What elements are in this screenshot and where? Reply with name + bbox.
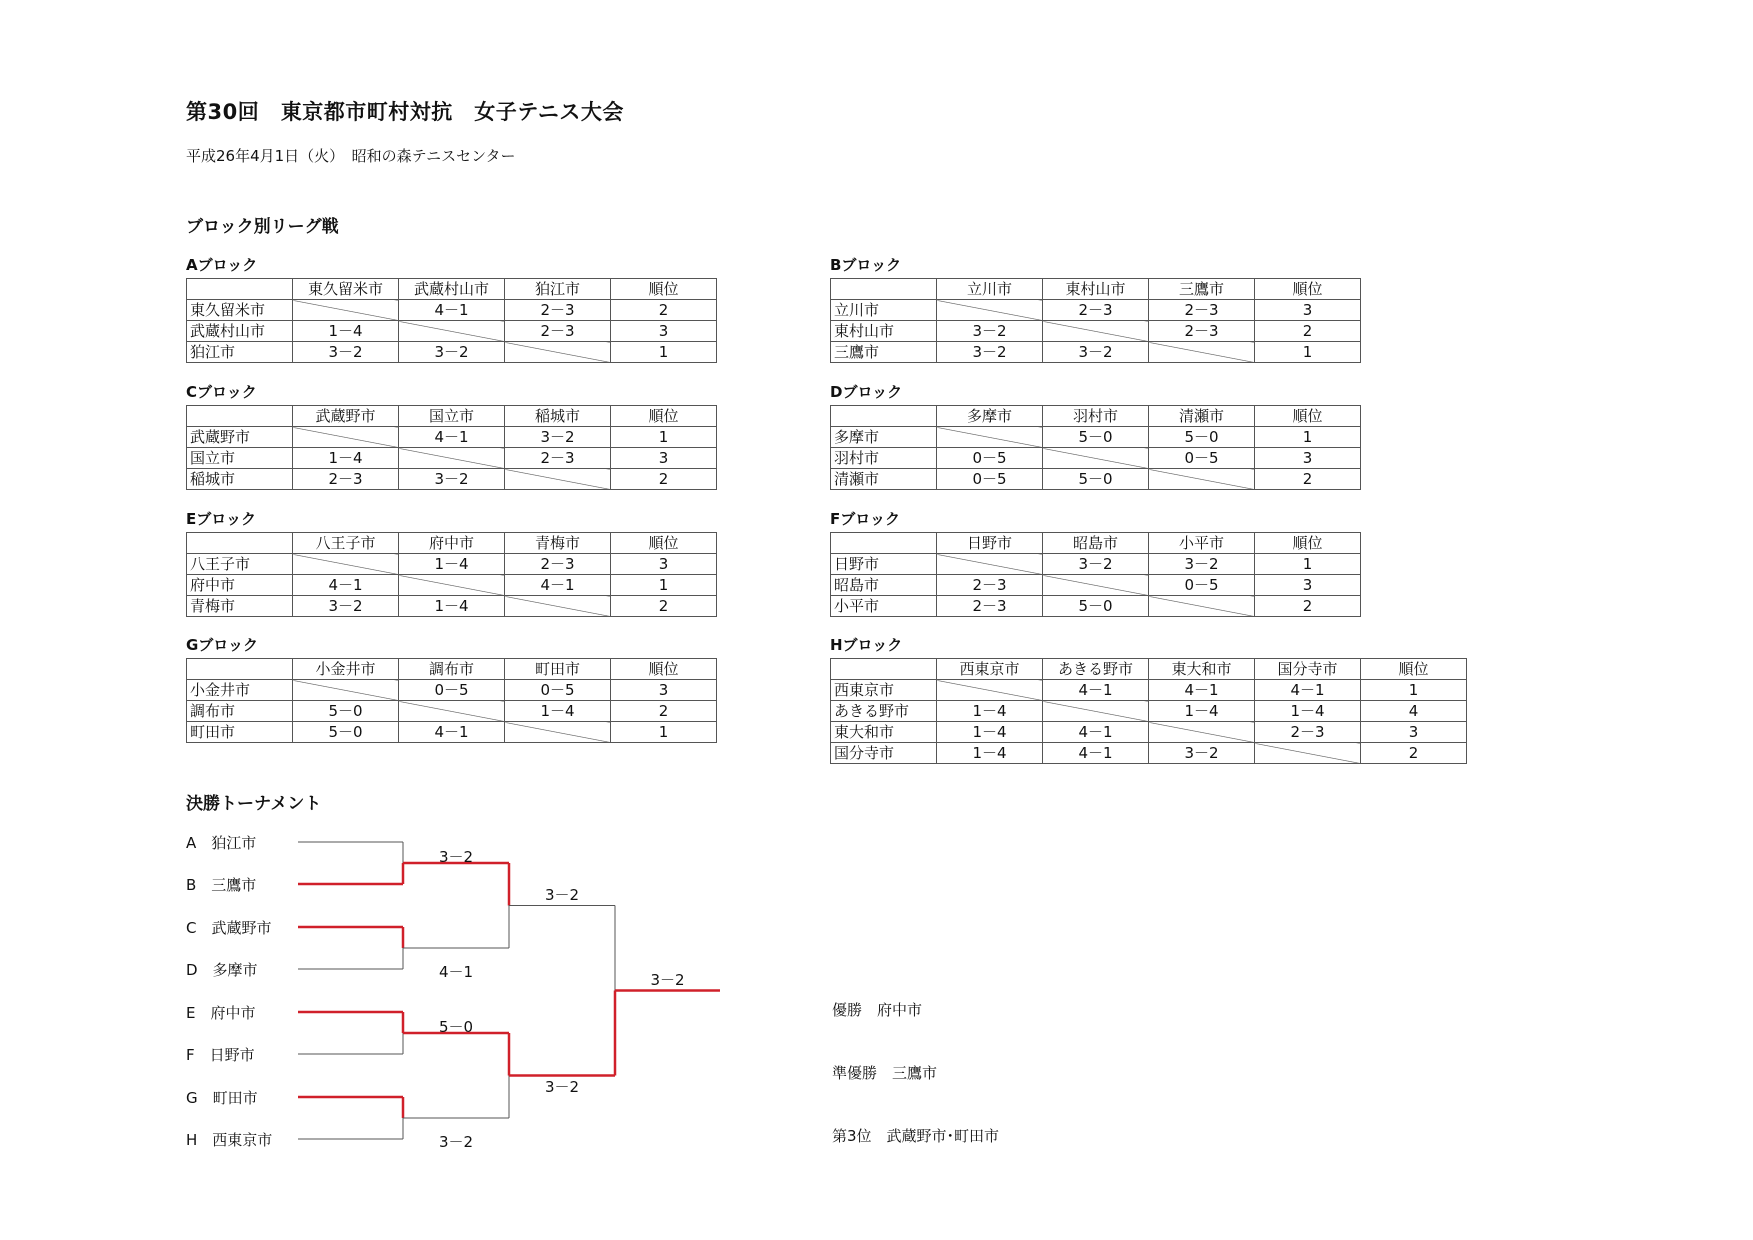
score-cell: 2－3 xyxy=(505,554,611,575)
score-cell: 0－5 xyxy=(937,469,1043,490)
final-results xyxy=(832,958,999,1168)
match-score: 4－1 xyxy=(438,963,474,981)
rank-cell: 2 xyxy=(1255,596,1361,617)
score-cell: 3－2 xyxy=(293,342,399,363)
rank-cell: 3 xyxy=(611,554,717,575)
score-cell: 4－1 xyxy=(399,427,505,448)
rank-cell: 1 xyxy=(611,575,717,596)
column-header: 順位 xyxy=(611,279,717,300)
score-cell: 2－3 xyxy=(1149,300,1255,321)
page-title: 第30回 東京都市町村対抗 女子テニス大会 xyxy=(186,100,624,124)
score-cell: 4－1 xyxy=(399,300,505,321)
rank-cell: 1 xyxy=(611,342,717,363)
champion-line: 優勝 府中市 xyxy=(832,1001,923,1019)
score-cell: 1－4 xyxy=(937,743,1043,764)
row-team-name: あきる野市 xyxy=(831,701,937,722)
rank-cell: 3 xyxy=(611,448,717,469)
rank-cell: 3 xyxy=(611,321,717,342)
score-cell: 1－4 xyxy=(937,722,1043,743)
rank-cell: 2 xyxy=(611,469,717,490)
score-cell: 1－4 xyxy=(1255,701,1361,722)
seed-entry: H 西東京市 xyxy=(186,1131,273,1149)
column-header: 青梅市 xyxy=(505,533,611,554)
score-cell: 3－2 xyxy=(1149,743,1255,764)
tournament-heading: 決勝トーナメント xyxy=(186,794,322,814)
column-header: 順位 xyxy=(1255,406,1361,427)
score-cell: 5－0 xyxy=(1043,596,1149,617)
match-score: 3－2 xyxy=(544,885,580,904)
row-team-name: 東大和市 xyxy=(831,722,937,743)
column-header: 日野市 xyxy=(937,533,1043,554)
column-header: 武蔵村山市 xyxy=(399,279,505,300)
column-header: 順位 xyxy=(1255,533,1361,554)
rank-cell: 4 xyxy=(1361,701,1467,722)
column-header: 東村山市 xyxy=(1043,279,1149,300)
rank-cell: 1 xyxy=(1361,680,1467,701)
score-cell: 4－1 xyxy=(1043,722,1149,743)
score-cell: 5－0 xyxy=(1043,469,1149,490)
score-cell: 3－2 xyxy=(1043,342,1149,363)
row-team-name: 武蔵野市 xyxy=(187,427,293,448)
match-score: 3－2 xyxy=(438,848,474,866)
rank-cell: 1 xyxy=(611,722,717,743)
column-header: 西東京市 xyxy=(937,659,1043,680)
row-team-name: 小金井市 xyxy=(187,680,293,701)
score-cell: 1－4 xyxy=(937,701,1043,722)
column-header: 東大和市 xyxy=(1149,659,1255,680)
row-team-name: 多摩市 xyxy=(831,427,937,448)
score-cell: 3－2 xyxy=(1043,554,1149,575)
rank-cell: 3 xyxy=(611,680,717,701)
column-header: 府中市 xyxy=(399,533,505,554)
third-place-line: 第3位 武蔵野市･町田市 xyxy=(832,1127,1000,1145)
block-label: Dブロック xyxy=(830,383,903,401)
score-cell: 5－0 xyxy=(1149,427,1255,448)
score-cell: 2－3 xyxy=(1043,300,1149,321)
rank-cell: 2 xyxy=(611,596,717,617)
row-team-name: 西東京市 xyxy=(831,680,937,701)
column-header: 武蔵野市 xyxy=(293,406,399,427)
column-header: 羽村市 xyxy=(1043,406,1149,427)
score-cell: 2－3 xyxy=(505,321,611,342)
row-team-name: 立川市 xyxy=(831,300,937,321)
score-cell: 2－3 xyxy=(1149,321,1255,342)
score-cell: 4－1 xyxy=(399,722,505,743)
match-score: 3－2 xyxy=(438,1133,474,1151)
seed-entry: A 狛江市 xyxy=(186,834,257,852)
row-team-name: 武蔵村山市 xyxy=(187,321,293,342)
column-header: 小金井市 xyxy=(293,659,399,680)
score-cell: 2－3 xyxy=(505,448,611,469)
rank-cell: 2 xyxy=(1255,321,1361,342)
score-cell: 3－2 xyxy=(937,321,1043,342)
score-cell: 0－5 xyxy=(1149,575,1255,596)
row-team-name: 小平市 xyxy=(831,596,937,617)
score-cell: 3－2 xyxy=(505,427,611,448)
score-cell: 4－1 xyxy=(293,575,399,596)
seed-entry: C 武蔵野市 xyxy=(186,919,272,937)
block-label: Fブロック xyxy=(830,510,900,528)
match-score: 3－2 xyxy=(544,1077,580,1096)
score-cell: 0－5 xyxy=(937,448,1043,469)
score-cell: 4－1 xyxy=(1043,680,1149,701)
score-cell: 0－5 xyxy=(1149,448,1255,469)
column-header: 順位 xyxy=(611,406,717,427)
column-header: 三鷹市 xyxy=(1149,279,1255,300)
column-header: 清瀬市 xyxy=(1149,406,1255,427)
score-cell: 0－5 xyxy=(399,680,505,701)
block-label: Aブロック xyxy=(186,256,258,274)
match-score: 5－0 xyxy=(438,1018,474,1036)
score-cell: 2－3 xyxy=(1255,722,1361,743)
score-cell: 2－3 xyxy=(293,469,399,490)
column-header: 国分寺市 xyxy=(1255,659,1361,680)
row-team-name: 調布市 xyxy=(187,701,293,722)
rank-cell: 2 xyxy=(611,300,717,321)
seed-entry: E 府中市 xyxy=(186,1004,256,1022)
score-cell: 3－2 xyxy=(399,342,505,363)
score-cell: 4－1 xyxy=(1149,680,1255,701)
column-header: 順位 xyxy=(1255,279,1361,300)
row-team-name: 日野市 xyxy=(831,554,937,575)
column-header: 東久留米市 xyxy=(293,279,399,300)
seed-entry: F 日野市 xyxy=(186,1046,255,1064)
rank-cell: 1 xyxy=(1255,554,1361,575)
row-team-name: 清瀬市 xyxy=(831,469,937,490)
score-cell: 1－4 xyxy=(293,321,399,342)
row-team-name: 国分寺市 xyxy=(831,743,937,764)
event-date-venue: 平成26年4月1日（火） 昭和の森テニスセンター xyxy=(186,147,516,165)
score-cell: 1－4 xyxy=(293,448,399,469)
column-header: 国立市 xyxy=(399,406,505,427)
score-cell: 4－1 xyxy=(505,575,611,596)
rank-cell: 1 xyxy=(1255,342,1361,363)
column-header: 昭島市 xyxy=(1043,533,1149,554)
column-header: 小平市 xyxy=(1149,533,1255,554)
rank-cell: 2 xyxy=(1361,743,1467,764)
column-header: 立川市 xyxy=(937,279,1043,300)
league-heading: ブロック別リーグ戦 xyxy=(186,217,339,237)
runner-up-line: 準優勝 三鷹市 xyxy=(832,1064,938,1082)
column-header: あきる野市 xyxy=(1043,659,1149,680)
column-header: 調布市 xyxy=(399,659,505,680)
block-label: Cブロック xyxy=(186,383,257,401)
rank-cell: 1 xyxy=(611,427,717,448)
score-cell: 3－2 xyxy=(937,342,1043,363)
score-cell: 1－4 xyxy=(399,554,505,575)
score-cell: 1－4 xyxy=(399,596,505,617)
row-team-name: 狛江市 xyxy=(187,342,293,363)
block-label: Gブロック xyxy=(186,636,259,654)
score-cell: 5－0 xyxy=(1043,427,1149,448)
score-cell: 2－3 xyxy=(937,575,1043,596)
row-team-name: 国立市 xyxy=(187,448,293,469)
seed-entry: D 多摩市 xyxy=(186,961,258,979)
seed-entry: G 町田市 xyxy=(186,1089,258,1107)
column-header: 八王子市 xyxy=(293,533,399,554)
row-team-name: 昭島市 xyxy=(831,575,937,596)
column-header: 順位 xyxy=(611,659,717,680)
score-cell: 0－5 xyxy=(505,680,611,701)
rank-cell: 3 xyxy=(1255,575,1361,596)
row-team-name: 町田市 xyxy=(187,722,293,743)
rank-cell: 2 xyxy=(1255,469,1361,490)
rank-cell: 3 xyxy=(1255,448,1361,469)
rank-cell: 3 xyxy=(1255,300,1361,321)
score-cell: 2－3 xyxy=(937,596,1043,617)
score-cell: 4－1 xyxy=(1043,743,1149,764)
column-header: 狛江市 xyxy=(505,279,611,300)
row-team-name: 東村山市 xyxy=(831,321,937,342)
rank-cell: 2 xyxy=(611,701,717,722)
block-label: Eブロック xyxy=(186,510,256,528)
rank-cell: 3 xyxy=(1361,722,1467,743)
block-label: Bブロック xyxy=(830,256,902,274)
column-header: 町田市 xyxy=(505,659,611,680)
block-label: Hブロック xyxy=(830,636,903,654)
score-cell: 5－0 xyxy=(293,701,399,722)
row-team-name: 東久留米市 xyxy=(187,300,293,321)
score-cell: 5－0 xyxy=(293,722,399,743)
score-cell: 1－4 xyxy=(505,701,611,722)
score-cell: 2－3 xyxy=(505,300,611,321)
match-score: 3－2 xyxy=(650,970,685,989)
score-cell: 3－2 xyxy=(293,596,399,617)
row-team-name: 稲城市 xyxy=(187,469,293,490)
column-header: 多摩市 xyxy=(937,406,1043,427)
column-header: 稲城市 xyxy=(505,406,611,427)
score-cell: 3－2 xyxy=(399,469,505,490)
row-team-name: 三鷹市 xyxy=(831,342,937,363)
score-cell: 1－4 xyxy=(1149,701,1255,722)
score-cell: 3－2 xyxy=(1149,554,1255,575)
score-cell: 4－1 xyxy=(1255,680,1361,701)
row-team-name: 府中市 xyxy=(187,575,293,596)
row-team-name: 羽村市 xyxy=(831,448,937,469)
row-team-name: 八王子市 xyxy=(187,554,293,575)
column-header: 順位 xyxy=(611,533,717,554)
seed-entry: B 三鷹市 xyxy=(186,876,257,894)
rank-cell: 1 xyxy=(1255,427,1361,448)
row-team-name: 青梅市 xyxy=(187,596,293,617)
column-header: 順位 xyxy=(1361,659,1467,680)
